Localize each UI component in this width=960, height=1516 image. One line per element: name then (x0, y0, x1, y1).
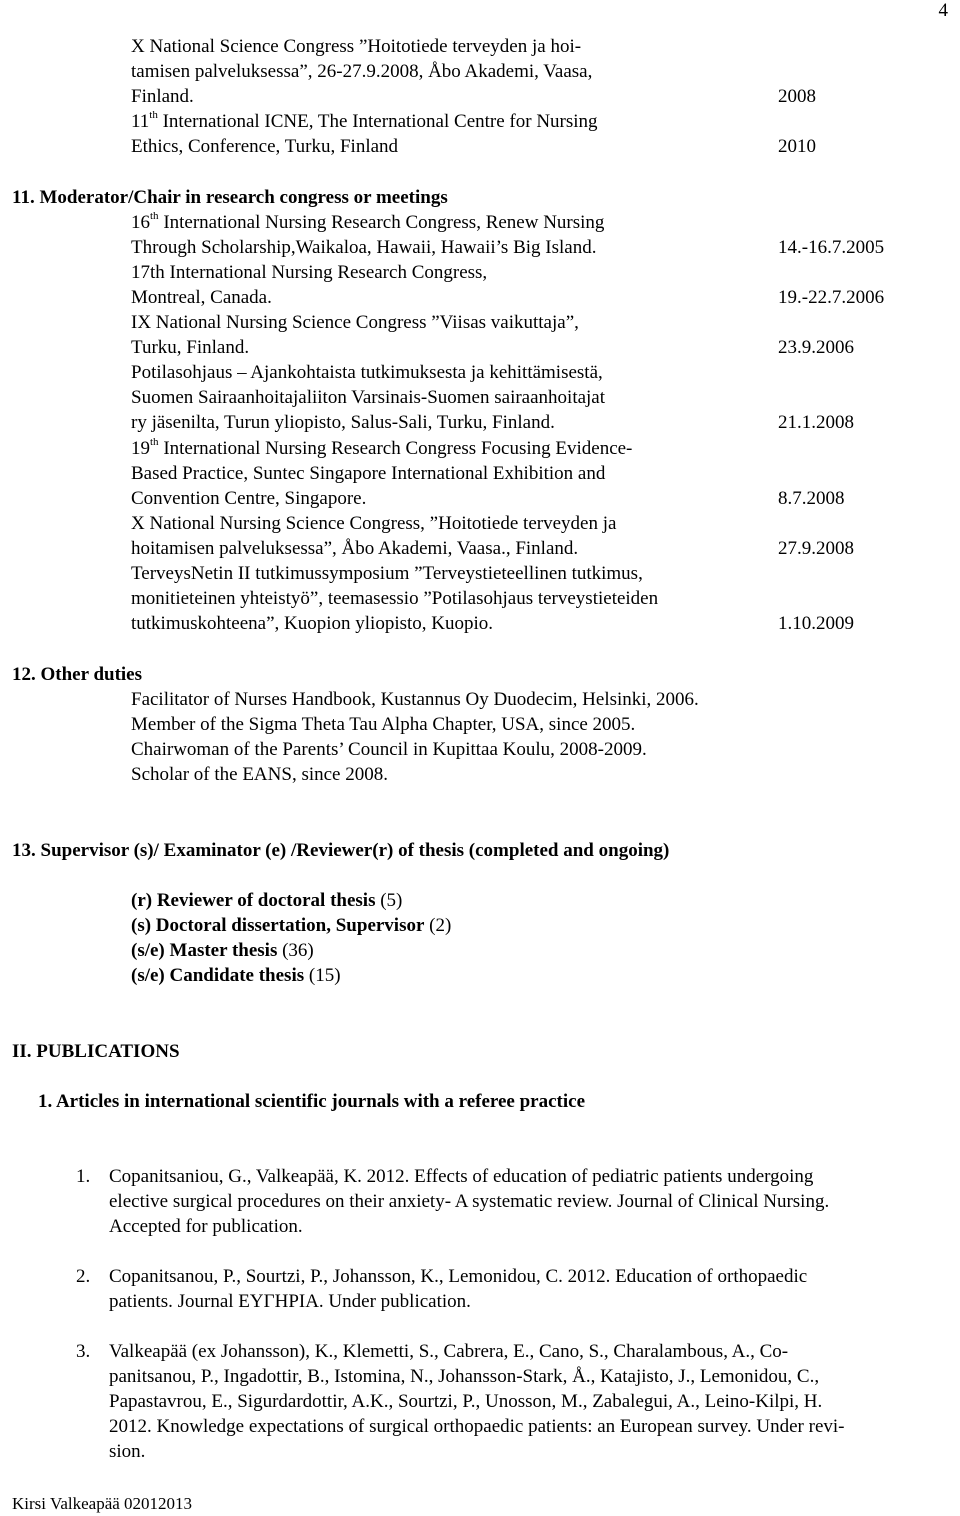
publication-number: 2. (76, 1266, 91, 1287)
publication-line: Copanitsanou, P., Sourtzi, P., Johansson, K., Lemonidou, C. 2012. Education of orthopaedic (109, 1266, 808, 1287)
entry-line: X National Science Congress ”Hoitotiede terveyden ja hoi- (131, 36, 582, 57)
publication-line: sion. (109, 1441, 146, 1462)
duty-line: Scholar of the EANS, since 2008. (131, 764, 388, 785)
page-number: 4 (938, 0, 948, 21)
entry-line: monitieteinen yhteistyö”, teemasessio ”Potilasohjaus terveystieteiden (131, 588, 659, 609)
entry-line: Montreal, Canada. (131, 287, 272, 308)
entry-line: 16th International Nursing Research Congress, Renew Nursing (131, 209, 605, 233)
entry-date: 23.9.2006 (778, 337, 854, 358)
section-heading: 11. Moderator/Chair in research congress or meetings (12, 187, 448, 208)
thesis-item: (s/e) Candidate thesis (15) (131, 965, 341, 986)
publication-line: Valkeapää (ex Johansson), K., Klemetti, S., Cabrera, E., Cano, S., Charalambous, A., Co- (109, 1341, 789, 1362)
publication-line: Copanitsaniou, G., Valkeapää, K. 2012. Effects of education of pediatric patients undergoing (109, 1166, 814, 1187)
entry-line: Potilasohjaus – Ajankohtaista tutkimuksesta ja kehittämisestä, (131, 362, 603, 383)
section-heading: 12. Other duties (12, 664, 143, 685)
publication-number: 1. (76, 1166, 91, 1187)
entry-line: X National Nursing Science Congress, ”Hoitotiede terveyden ja (131, 513, 617, 534)
thesis-item: (r) Reviewer of doctoral thesis (5) (131, 890, 403, 911)
entry-line: Convention Centre, Singapore. (131, 488, 367, 509)
entry-line: 17th International Nursing Research Congress, (131, 262, 488, 283)
entry-date: 8.7.2008 (778, 488, 845, 509)
entry-date: 2008 (778, 86, 816, 107)
publication-line: patients. Journal ΕΥΓΗΡΙΑ. Under publication. (109, 1291, 471, 1312)
publications-heading: II. PUBLICATIONS (12, 1041, 180, 1062)
entry-date: 27.9.2008 (778, 538, 854, 559)
entry-line: Ethics, Conference, Turku, Finland (131, 136, 399, 157)
thesis-item: (s/e) Master thesis (36) (131, 940, 314, 961)
duty-line: Chairwoman of the Parents’ Council in Kupittaa Koulu, 2008-2009. (131, 739, 647, 760)
thesis-item: (s) Doctoral dissertation, Supervisor (2) (131, 915, 452, 936)
entry-line: hoitamisen palveluksessa”, Åbo Akademi, Vaasa., Finland. (131, 538, 579, 559)
entry-line: tamisen palveluksessa”, 26-27.9.2008, Åbo Akademi, Vaasa, (131, 61, 593, 82)
entry-date: 14.-16.7.2005 (778, 237, 885, 258)
entry-line: ry jäsenilta, Turun yliopisto, Salus-Sali, Turku, Finland. (131, 412, 555, 433)
publication-number: 3. (76, 1341, 91, 1362)
entry-line: Through Scholarship,Waikaloa, Hawaii, Hawaii’s Big Island. (131, 237, 597, 258)
entry-line: tutkimuskohteena”, Kuopion yliopisto, Kuopio. (131, 613, 494, 634)
entry-date: 21.1.2008 (778, 412, 854, 433)
publication-line: Papastavrou, E., Sigurdardottir, A.K., Sourtzi, P., Unosson, M., Zabalegui, A., Leino-Kilpi, H. (109, 1391, 823, 1412)
entry-line: Turku, Finland. (131, 337, 250, 358)
publications-subheading: 1. Articles in international scientific journals with a referee practice (38, 1091, 586, 1112)
publication-line: Accepted for publication. (109, 1216, 303, 1237)
entry-line: Based Practice, Suntec Singapore International Exhibition and (131, 463, 606, 484)
entry-line: 11th International ICNE, The International Centre for Nursing (131, 108, 598, 132)
entry-line: TerveysNetin II tutkimussymposium ”Terveystieteellinen tutkimus, (131, 563, 643, 584)
publication-line: panitsanou, P., Ingadottir, B., Istomina, N., Johansson-Stark, Å., Katajisto, J., Lemonidou, C., (109, 1366, 820, 1387)
entry-date: 2010 (778, 136, 816, 157)
entry-line: 19th International Nursing Research Congress Focusing Evidence- (131, 435, 633, 459)
entry-line: IX National Nursing Science Congress ”Viisas vaikuttaja”, (131, 312, 579, 333)
entry-line: Finland. (131, 86, 194, 107)
entry-date: 19.-22.7.2006 (778, 287, 885, 308)
footer-author: Kirsi Valkeapää 02012013 (12, 1494, 193, 1513)
publication-line: elective surgical procedures on their anxiety- A systematic review. Journal of Clinical Nursing. (109, 1191, 830, 1212)
duty-line: Member of the Sigma Theta Tau Alpha Chapter, USA, since 2005. (131, 714, 636, 735)
publication-line: 2012. Knowledge expectations of surgical orthopaedic patients: an European survey. Under revi- (109, 1416, 845, 1437)
entry-date: 1.10.2009 (778, 613, 854, 634)
entry-line: Suomen Sairaanhoitajaliiton Varsinais-Suomen sairaanhoitajat (131, 387, 606, 408)
duty-line: Facilitator of Nurses Handbook, Kustannus Oy Duodecim, Helsinki, 2006. (131, 689, 699, 710)
section-heading: 13. Supervisor (s)/ Examinator (e) /Reviewer(r) of thesis (completed and ongoing) (12, 840, 670, 861)
